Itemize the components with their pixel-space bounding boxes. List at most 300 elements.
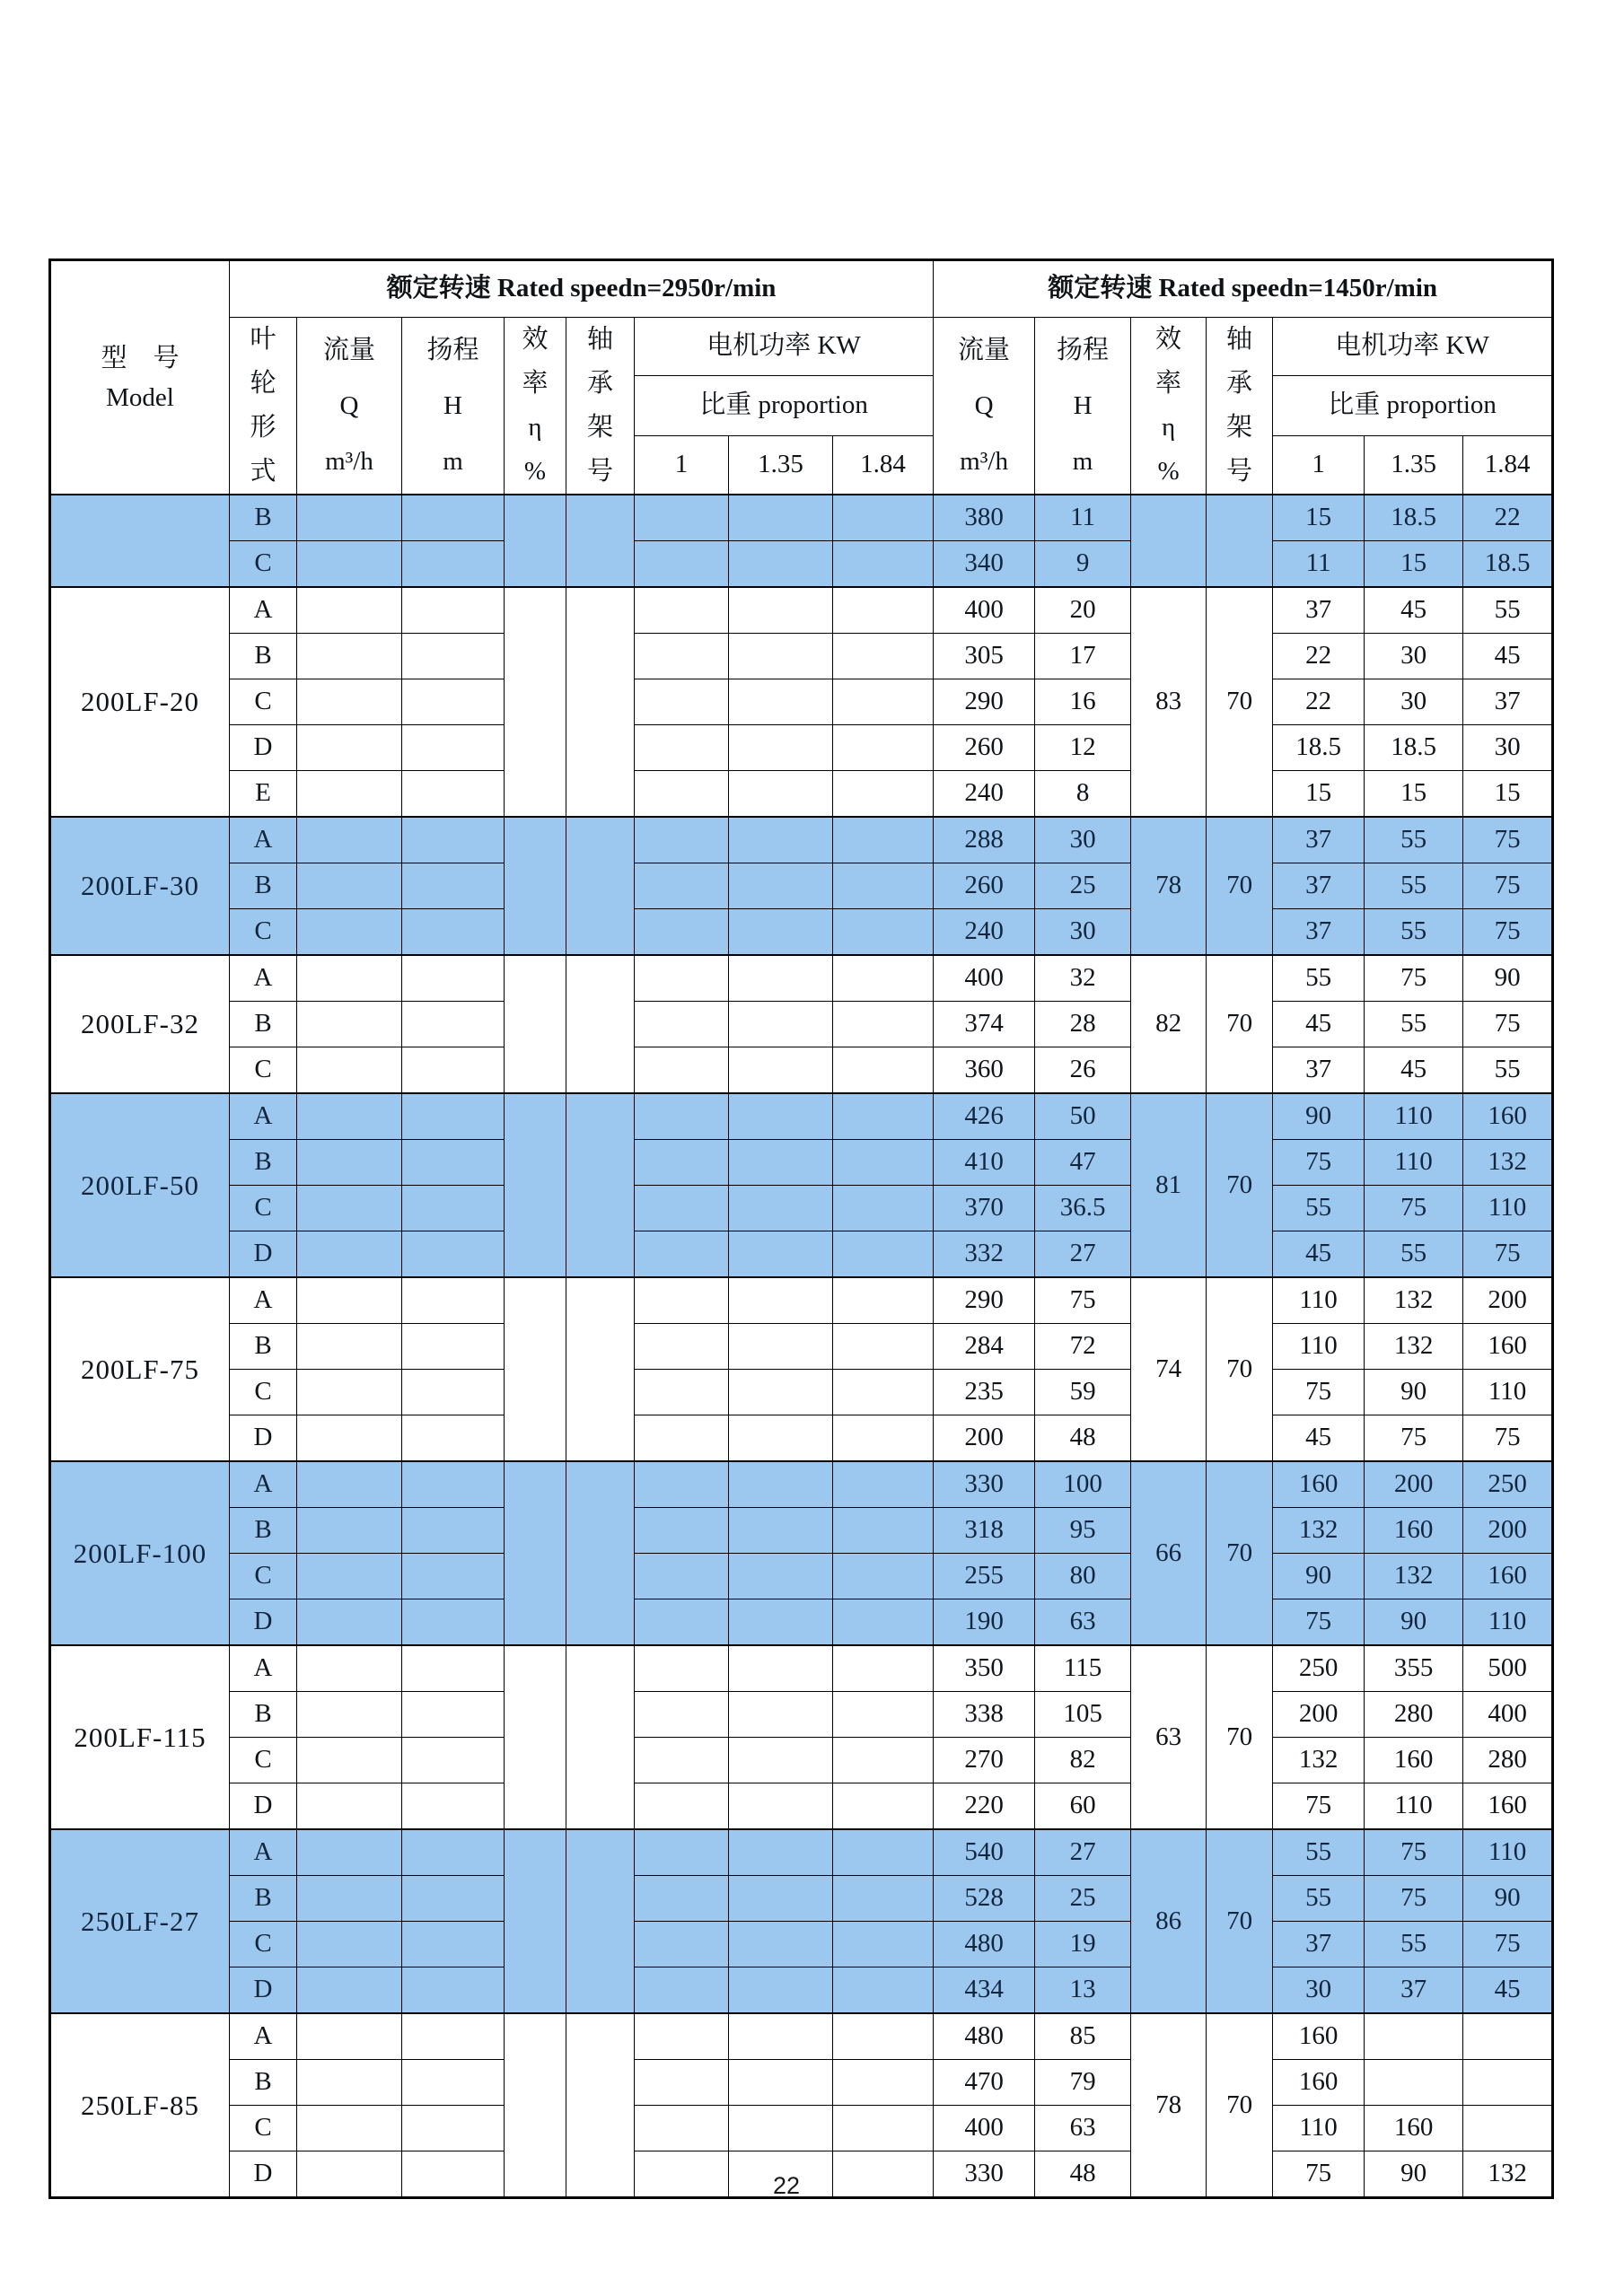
head-cell-2950: [402, 495, 505, 541]
power-cell-1450-1: 160: [1273, 1461, 1365, 1508]
head-cell-2950: [402, 1324, 505, 1370]
bearing-header-right: 轴 承 架 号: [1207, 318, 1273, 495]
power-cell-1450-184: 45: [1463, 1967, 1553, 2014]
table-row: [50, 1002, 1553, 1047]
table-row: [50, 1599, 1553, 1646]
power-cell-1450-184: 200: [1463, 1508, 1553, 1554]
flow-cell-2950: [297, 2106, 402, 2151]
power-cell-1450-184: [1463, 2013, 1553, 2060]
efficiency-cell-1450: [1131, 495, 1207, 587]
head-cell-2950: [402, 541, 505, 588]
power-cell-2950-135: [729, 817, 833, 863]
power-cell-2950-135: [729, 1461, 833, 1508]
power-cell-1450-135: 45: [1365, 1047, 1463, 1094]
bearing-cell-1450: 70: [1207, 1277, 1273, 1461]
power-cell-2950-135: [729, 495, 833, 541]
power-cell-1450-184: 110: [1463, 1186, 1553, 1231]
head-cell-2950: [402, 909, 505, 956]
table-row: [50, 1738, 1553, 1783]
power-cell-2950-1: [635, 541, 729, 588]
flow-cell-2950: [297, 1324, 402, 1370]
head-cell-2950: [402, 1738, 505, 1783]
power-cell-1450-184: 132: [1463, 1140, 1553, 1186]
table-row: [50, 1967, 1553, 2014]
table-row: [50, 1186, 1553, 1231]
bearing-cell-2950: [566, 817, 635, 955]
speed-header-row: [50, 260, 1553, 318]
table-row: [50, 817, 1553, 863]
power-cell-1450-1: 90: [1273, 1554, 1365, 1599]
head-cell-2950: [402, 1922, 505, 1967]
power-cell-1450-135: 55: [1365, 909, 1463, 956]
efficiency-cell-2950: [505, 817, 566, 955]
power-cell-2950-135: [729, 1093, 833, 1140]
impeller-cell: C: [230, 1922, 297, 1967]
ratio-135-right: 1.35: [1365, 436, 1463, 495]
power-cell-2950-184: [833, 1324, 934, 1370]
power-cell-2950-135: [729, 2013, 833, 2060]
power-cell-2950-1: [635, 2060, 729, 2106]
power-cell-1450-1: 75: [1273, 2151, 1365, 2198]
flow-cell-1450: 360: [934, 1047, 1035, 1094]
model-cell: 200LF-100: [50, 1461, 230, 1645]
power-cell-2950-135: [729, 2060, 833, 2106]
flow-cell-1450: 260: [934, 725, 1035, 771]
table-row: [50, 1461, 1553, 1508]
efficiency-cell-2950: [505, 1645, 566, 1829]
power-cell-1450-135: 30: [1365, 679, 1463, 725]
impeller-cell: C: [230, 1186, 297, 1231]
power-cell-1450-184: 75: [1463, 1231, 1553, 1278]
head-cell-2950: [402, 1783, 505, 1830]
power-cell-1450-1: 37: [1273, 863, 1365, 909]
power-cell-2950-184: [833, 2106, 934, 2151]
flow-cell-2950: [297, 1461, 402, 1508]
power-cell-2950-1: [635, 1461, 729, 1508]
head-cell-1450: 11: [1035, 495, 1131, 541]
rated-speed-1450-header: 额定转速 Rated speedn=1450r/min: [934, 260, 1553, 318]
impeller-cell: B: [230, 1876, 297, 1922]
power-cell-1450-1: 75: [1273, 1599, 1365, 1646]
head-cell-2950: [402, 1508, 505, 1554]
power-cell-1450-135: [1365, 2013, 1463, 2060]
flow-cell-1450: 332: [934, 1231, 1035, 1278]
flow-cell-1450: 190: [934, 1599, 1035, 1646]
power-cell-2950-184: [833, 1461, 934, 1508]
head-cell-1450: 9: [1035, 541, 1131, 588]
power-cell-1450-135: 55: [1365, 817, 1463, 863]
flow-header-left: 流量 Q m³/h: [297, 318, 402, 495]
power-cell-2950-1: [635, 1140, 729, 1186]
impeller-cell: D: [230, 725, 297, 771]
flow-cell-2950: [297, 1370, 402, 1415]
bearing-cell-2950: [566, 955, 635, 1093]
power-cell-1450-1: 55: [1273, 1186, 1365, 1231]
page-number: 22: [772, 2172, 801, 2199]
flow-cell-1450: 240: [934, 771, 1035, 818]
table-row: [50, 1324, 1553, 1370]
head-cell-2950: [402, 1186, 505, 1231]
impeller-cell: A: [230, 1645, 297, 1692]
power-cell-2950-1: [635, 909, 729, 956]
efficiency-cell-2950: [505, 2013, 566, 2198]
efficiency-cell-1450: 78: [1131, 2013, 1207, 2198]
power-cell-2950-1: [635, 1829, 729, 1876]
impeller-cell: A: [230, 955, 297, 1002]
flow-cell-1450: 480: [934, 2013, 1035, 2060]
power-cell-2950-184: [833, 1047, 934, 1094]
power-cell-2950-1: [635, 1093, 729, 1140]
power-cell-2950-135: [729, 1645, 833, 1692]
power-cell-2950-184: [833, 1922, 934, 1967]
flow-cell-2950: [297, 1415, 402, 1462]
power-cell-1450-135: 90: [1365, 1370, 1463, 1415]
bearing-cell-2950: [566, 1829, 635, 2013]
power-cell-2950-135: [729, 1692, 833, 1738]
impeller-cell: A: [230, 817, 297, 863]
power-cell-2950-184: [833, 541, 934, 588]
flow-cell-1450: 270: [934, 1738, 1035, 1783]
power-cell-1450-135: 55: [1365, 1231, 1463, 1278]
impeller-cell: B: [230, 1002, 297, 1047]
power-cell-1450-1: 15: [1273, 495, 1365, 541]
power-cell-2950-1: [635, 2106, 729, 2151]
power-cell-1450-1: 160: [1273, 2060, 1365, 2106]
impeller-cell: C: [230, 1554, 297, 1599]
impeller-cell: B: [230, 1692, 297, 1738]
head-cell-2950: [402, 679, 505, 725]
flow-cell-1450: 350: [934, 1645, 1035, 1692]
head-cell-1450: 30: [1035, 817, 1131, 863]
flow-cell-1450: 410: [934, 1140, 1035, 1186]
power-cell-2950-1: [635, 1645, 729, 1692]
power-cell-2950-184: [833, 587, 934, 634]
flow-cell-2950: [297, 725, 402, 771]
impeller-cell: E: [230, 771, 297, 818]
head-cell-1450: 60: [1035, 1783, 1131, 1830]
proportion-header-right: 比重 proportion: [1273, 376, 1553, 436]
power-cell-1450-184: 250: [1463, 1461, 1553, 1508]
head-cell-2950: [402, 1599, 505, 1646]
power-cell-1450-135: 110: [1365, 1140, 1463, 1186]
bearing-cell-1450: 70: [1207, 1461, 1273, 1645]
power-cell-2950-1: [635, 725, 729, 771]
table-row: [50, 679, 1553, 725]
power-cell-1450-1: 250: [1273, 1645, 1365, 1692]
table-row: [50, 1370, 1553, 1415]
power-cell-1450-184: 75: [1463, 817, 1553, 863]
flow-cell-2950: [297, 1645, 402, 1692]
impeller-cell: A: [230, 1093, 297, 1140]
flow-header-right: 流量 Q m³/h: [934, 318, 1035, 495]
head-cell-2950: [402, 863, 505, 909]
power-cell-1450-1: 37: [1273, 817, 1365, 863]
bearing-cell-1450: 70: [1207, 1645, 1273, 1829]
table-row: [50, 495, 1553, 541]
head-cell-1450: 48: [1035, 2151, 1131, 2198]
flow-cell-2950: [297, 1692, 402, 1738]
flow-cell-1450: 434: [934, 1967, 1035, 2014]
power-cell-2950-135: [729, 725, 833, 771]
impeller-cell: C: [230, 909, 297, 956]
power-cell-2950-184: [833, 1967, 934, 2014]
head-cell-1450: 59: [1035, 1370, 1131, 1415]
flow-cell-2950: [297, 1554, 402, 1599]
power-cell-1450-184: 75: [1463, 1415, 1553, 1462]
efficiency-cell-2950: [505, 587, 566, 817]
power-cell-2950-1: [635, 1738, 729, 1783]
power-cell-1450-184: 132: [1463, 2151, 1553, 2198]
head-cell-1450: 75: [1035, 1277, 1131, 1324]
head-cell-2950: [402, 1093, 505, 1140]
power-cell-2950-135: [729, 1554, 833, 1599]
impeller-cell: C: [230, 541, 297, 588]
impeller-cell: D: [230, 1967, 297, 2014]
power-cell-2950-1: [635, 2151, 729, 2198]
head-cell-1450: 82: [1035, 1738, 1131, 1783]
power-cell-1450-1: 132: [1273, 1508, 1365, 1554]
flow-cell-2950: [297, 1186, 402, 1231]
head-cell-2950: [402, 955, 505, 1002]
flow-cell-1450: 235: [934, 1370, 1035, 1415]
power-cell-2950-135: [729, 1508, 833, 1554]
impeller-cell: B: [230, 1324, 297, 1370]
power-cell-2950-135: [729, 2106, 833, 2151]
bearing-cell-1450: 70: [1207, 1093, 1273, 1277]
flow-cell-2950: [297, 1002, 402, 1047]
table-row: [50, 1231, 1553, 1278]
power-cell-2950-184: [833, 2060, 934, 2106]
table-row: [50, 2013, 1553, 2060]
head-cell-1450: 50: [1035, 1093, 1131, 1140]
flow-cell-1450: 340: [934, 541, 1035, 588]
head-cell-1450: 16: [1035, 679, 1131, 725]
power-cell-1450-135: 132: [1365, 1324, 1463, 1370]
head-cell-1450: 26: [1035, 1047, 1131, 1094]
table-body: [50, 495, 1553, 2198]
efficiency-cell-1450: 82: [1131, 955, 1207, 1093]
power-cell-1450-1: 45: [1273, 1002, 1365, 1047]
efficiency-cell-1450: 86: [1131, 1829, 1207, 2013]
flow-cell-2950: [297, 2151, 402, 2198]
power-cell-1450-184: 30: [1463, 725, 1553, 771]
head-cell-2950: [402, 1645, 505, 1692]
power-cell-2950-135: [729, 1967, 833, 2014]
impeller-cell: A: [230, 1461, 297, 1508]
power-cell-2950-184: [833, 725, 934, 771]
head-cell-2950: [402, 1876, 505, 1922]
table-row: [50, 587, 1553, 634]
flow-cell-1450: 288: [934, 817, 1035, 863]
head-cell-2950: [402, 1277, 505, 1324]
head-cell-2950: [402, 1047, 505, 1094]
power-cell-1450-184: 75: [1463, 909, 1553, 956]
flow-cell-2950: [297, 1231, 402, 1278]
bearing-cell-1450: 70: [1207, 587, 1273, 817]
proportion-header-left: 比重 proportion: [635, 376, 934, 436]
bearing-cell-2950: [566, 1461, 635, 1645]
power-cell-2950-135: [729, 1002, 833, 1047]
power-cell-2950-184: [833, 817, 934, 863]
power-cell-1450-184: 110: [1463, 1599, 1553, 1646]
motor-power-header-left: 电机功率 KW: [635, 318, 934, 376]
efficiency-cell-2950: [505, 1461, 566, 1645]
model-cell: 200LF-20: [50, 587, 230, 817]
power-cell-1450-184: [1463, 2106, 1553, 2151]
flow-cell-1450: 290: [934, 679, 1035, 725]
power-cell-1450-184: 55: [1463, 587, 1553, 634]
head-header-right: 扬程 H m: [1035, 318, 1131, 495]
model-cell: 200LF-50: [50, 1093, 230, 1277]
flow-cell-2950: [297, 1599, 402, 1646]
impeller-cell: A: [230, 1829, 297, 1876]
flow-cell-2950: [297, 495, 402, 541]
power-cell-2950-1: [635, 2013, 729, 2060]
power-cell-2950-135: [729, 1599, 833, 1646]
head-cell-1450: 25: [1035, 1876, 1131, 1922]
power-cell-1450-135: 110: [1365, 1093, 1463, 1140]
power-cell-1450-1: 200: [1273, 1692, 1365, 1738]
impeller-cell: A: [230, 2013, 297, 2060]
power-cell-1450-135: 30: [1365, 634, 1463, 679]
flow-cell-2950: [297, 634, 402, 679]
power-cell-2950-1: [635, 1508, 729, 1554]
impeller-cell: B: [230, 634, 297, 679]
ratio-135-left: 1.35: [729, 436, 833, 495]
head-cell-2950: [402, 1370, 505, 1415]
flow-cell-1450: 255: [934, 1554, 1035, 1599]
model-cell: 200LF-75: [50, 1277, 230, 1461]
power-cell-2950-135: [729, 1186, 833, 1231]
power-cell-1450-135: 132: [1365, 1277, 1463, 1324]
power-cell-1450-135: 90: [1365, 2151, 1463, 2198]
bearing-cell-2950: [566, 1277, 635, 1461]
power-cell-2950-135: [729, 771, 833, 818]
head-cell-1450: 47: [1035, 1140, 1131, 1186]
power-cell-1450-135: 55: [1365, 863, 1463, 909]
power-cell-2950-184: [833, 2013, 934, 2060]
ratio-184-right: 1.84: [1463, 436, 1553, 495]
power-cell-2950-184: [833, 2151, 934, 2198]
power-cell-2950-184: [833, 1599, 934, 1646]
power-cell-2950-135: [729, 587, 833, 634]
table-row: [50, 1047, 1553, 1094]
power-cell-1450-135: 55: [1365, 1002, 1463, 1047]
table-row: [50, 1508, 1553, 1554]
bearing-header-left: 轴 承 架 号: [566, 318, 635, 495]
flow-cell-2950: [297, 955, 402, 1002]
impeller-cell: C: [230, 679, 297, 725]
flow-cell-1450: 400: [934, 2106, 1035, 2151]
power-cell-2950-184: [833, 1829, 934, 1876]
bearing-cell-2950: [566, 495, 635, 587]
power-cell-1450-184: 110: [1463, 1370, 1553, 1415]
power-cell-2950-135: [729, 863, 833, 909]
power-cell-1450-135: 18.5: [1365, 725, 1463, 771]
head-cell-1450: 85: [1035, 2013, 1131, 2060]
power-cell-1450-135: 37: [1365, 1967, 1463, 2014]
impeller-cell: C: [230, 1047, 297, 1094]
power-cell-2950-1: [635, 634, 729, 679]
flow-cell-1450: 305: [934, 634, 1035, 679]
power-cell-1450-135: 200: [1365, 1461, 1463, 1508]
head-cell-2950: [402, 634, 505, 679]
ratio-1-left: 1: [635, 436, 729, 495]
power-cell-1450-184: 75: [1463, 1002, 1553, 1047]
power-cell-2950-184: [833, 1692, 934, 1738]
power-cell-1450-184: 15: [1463, 771, 1553, 818]
flow-cell-2950: [297, 587, 402, 634]
flow-cell-1450: 540: [934, 1829, 1035, 1876]
table-row: [50, 2106, 1553, 2151]
bearing-cell-2950: [566, 1645, 635, 1829]
table-row: [50, 725, 1553, 771]
head-cell-2950: [402, 1231, 505, 1278]
power-cell-2950-1: [635, 1002, 729, 1047]
power-cell-1450-135: 75: [1365, 955, 1463, 1002]
power-cell-2950-184: [833, 495, 934, 541]
power-cell-1450-135: 15: [1365, 771, 1463, 818]
power-cell-2950-135: [729, 1231, 833, 1278]
power-cell-2950-135: [729, 909, 833, 956]
power-cell-1450-184: 160: [1463, 1324, 1553, 1370]
head-cell-2950: [402, 1461, 505, 1508]
model-cell: 250LF-27: [50, 1829, 230, 2013]
impeller-cell: B: [230, 1508, 297, 1554]
head-cell-2950: [402, 725, 505, 771]
power-cell-1450-135: 355: [1365, 1645, 1463, 1692]
impeller-cell: C: [230, 1370, 297, 1415]
head-cell-2950: [402, 1829, 505, 1876]
head-cell-1450: 25: [1035, 863, 1131, 909]
power-cell-1450-184: 200: [1463, 1277, 1553, 1324]
head-header-left: 扬程 H m: [402, 318, 505, 495]
efficiency-cell-1450: 83: [1131, 587, 1207, 817]
flow-cell-2950: [297, 1093, 402, 1140]
impeller-cell: B: [230, 1140, 297, 1186]
impeller-cell: D: [230, 2151, 297, 2198]
bearing-cell-1450: [1207, 495, 1273, 587]
power-cell-1450-1: 90: [1273, 1093, 1365, 1140]
flow-cell-2950: [297, 771, 402, 818]
power-cell-1450-184: 22: [1463, 495, 1553, 541]
model-header-cn: 型 号: [101, 343, 180, 372]
power-cell-2950-135: [729, 1829, 833, 1876]
power-cell-1450-1: 11: [1273, 541, 1365, 588]
model-cell: 200LF-30: [50, 817, 230, 955]
power-cell-1450-135: 75: [1365, 1876, 1463, 1922]
power-cell-2950-184: [833, 1554, 934, 1599]
power-cell-1450-184: 18.5: [1463, 541, 1553, 588]
impeller-cell: D: [230, 1231, 297, 1278]
bearing-cell-1450: 70: [1207, 955, 1273, 1093]
model-cell: 200LF-115: [50, 1645, 230, 1829]
efficiency-cell-1450: 78: [1131, 817, 1207, 955]
table-row: [50, 1692, 1553, 1738]
head-cell-1450: 79: [1035, 2060, 1131, 2106]
power-cell-1450-184: 75: [1463, 863, 1553, 909]
power-cell-2950-135: [729, 1047, 833, 1094]
flow-cell-1450: 260: [934, 863, 1035, 909]
power-cell-1450-1: 55: [1273, 955, 1365, 1002]
table-row: [50, 1783, 1553, 1830]
flow-cell-1450: 318: [934, 1508, 1035, 1554]
head-cell-1450: 100: [1035, 1461, 1131, 1508]
motor-power-header-right: 电机功率 KW: [1273, 318, 1553, 376]
power-cell-2950-184: [833, 1876, 934, 1922]
power-cell-2950-1: [635, 1324, 729, 1370]
head-cell-2950: [402, 2013, 505, 2060]
